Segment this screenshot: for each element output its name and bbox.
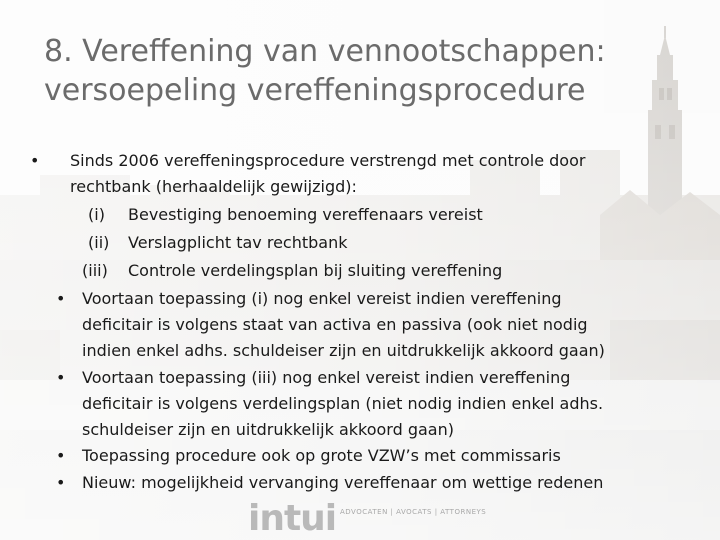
bullet-marker: • bbox=[56, 473, 66, 492]
bullet-4-line-1: Toepassing procedure ook op grote VZW’s met commissaris bbox=[82, 446, 561, 465]
bullet-2-line-1: Voortaan toepassing (i) nog enkel vereist indien vereffening bbox=[82, 289, 562, 308]
bullet-1-line-1: Sinds 2006 vereffeningsprocedure verstrengd met controle door bbox=[70, 151, 586, 170]
bullet-marker: • bbox=[56, 368, 66, 387]
bullet-3-line-3: schuldeiser zijn en uitdrukkelijk akkoord gaan) bbox=[82, 420, 454, 439]
subitem-text: Verslagplicht tav rechtbank bbox=[128, 233, 348, 252]
subitem-number: (ii) bbox=[88, 233, 110, 252]
bullet-2-line-2: deficitair is volgens staat van activa en passiva (ook niet nodig bbox=[82, 315, 588, 334]
title-line-2: versoepeling vereffeningsprocedure bbox=[44, 73, 586, 108]
bullet-2-line-3: indien enkel adhs. schuldeiser zijn en uitdrukkelijk akkoord gaan) bbox=[82, 341, 605, 360]
bullet-3-line-2: deficitair is volgens verdelingsplan (niet nodig indien enkel adhs. bbox=[82, 394, 604, 413]
bullet-3-line-1: Voortaan toepassing (iii) nog enkel vereist indien vereffening bbox=[82, 368, 571, 387]
logo-wordmark: intui bbox=[248, 498, 337, 539]
subitem-text: Bevestiging benoeming vereffenaars vereist bbox=[128, 205, 483, 224]
bullet-marker: • bbox=[30, 151, 40, 170]
subitem-number: (i) bbox=[88, 205, 105, 224]
bullet-1-line-2: rechtbank (herhaaldelijk gewijzigd): bbox=[70, 177, 357, 196]
bullet-marker: • bbox=[56, 289, 66, 308]
subitem-number: (iii) bbox=[82, 261, 108, 280]
subitem-text: Controle verdelingsplan bij sluiting vereffening bbox=[128, 261, 503, 280]
title-line-1: 8. Vereffening van vennootschappen: bbox=[44, 34, 606, 69]
bullet-5-line-1: Nieuw: mogelijkheid vervanging vereffenaar om wettige redenen bbox=[82, 473, 604, 492]
bullet-marker: • bbox=[56, 446, 66, 465]
logo-tagline: ADVOCATEN | AVOCATS | ATTORNEYS bbox=[340, 508, 487, 516]
